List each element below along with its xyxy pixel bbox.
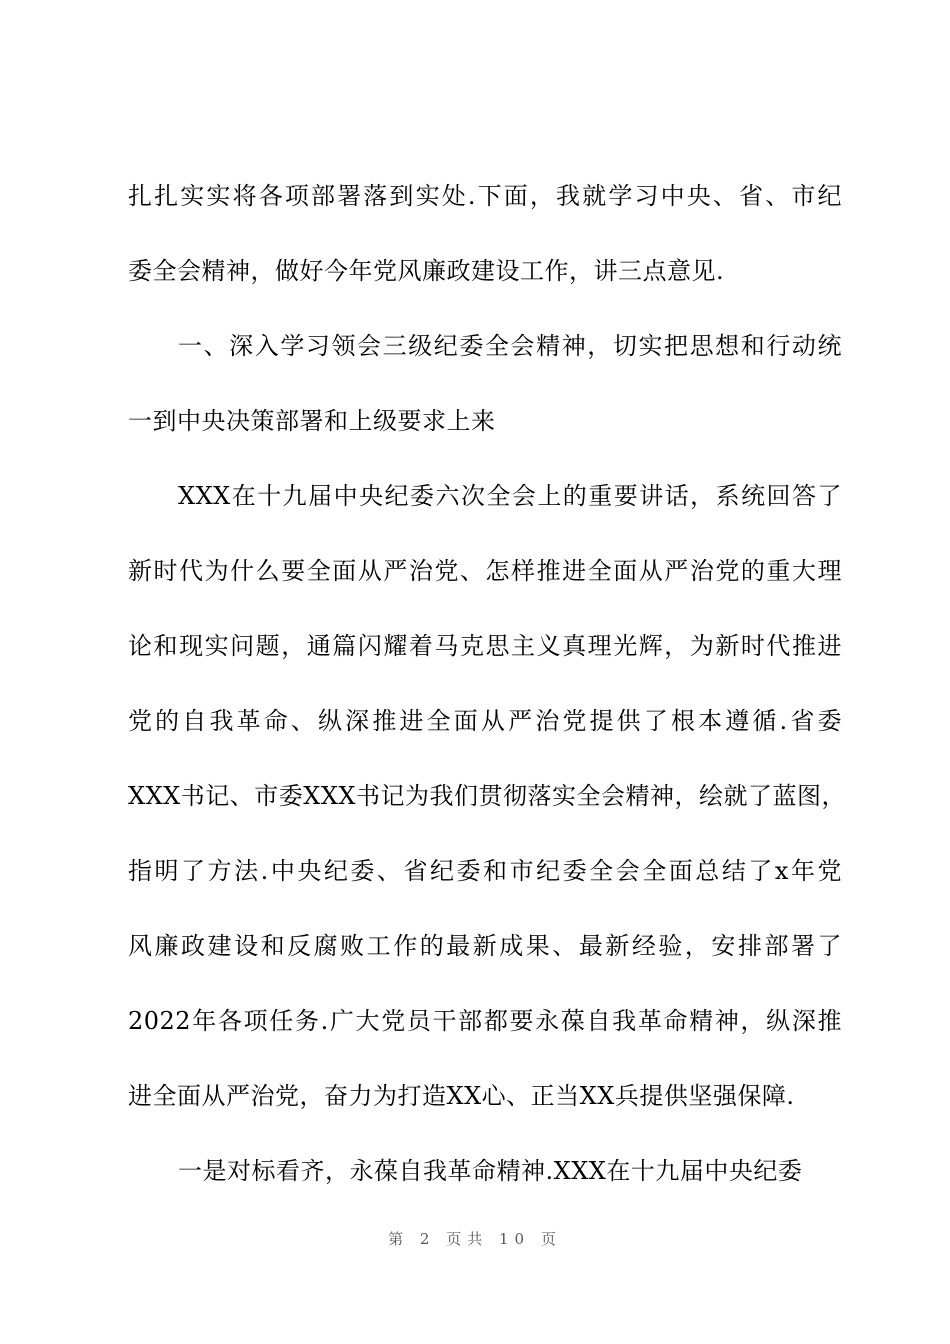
text-line: XXX在十九届中央纪委六次全会上的重要讲话，系统回答了 bbox=[178, 482, 842, 510]
text-line: 党的自我革命、纵深推进全面从严治党提供了根本遵循.省委 bbox=[128, 707, 842, 735]
text-line: 委全会精神，做好今年党风廉政建设工作，讲三点意见. bbox=[128, 257, 725, 285]
page-number-footer: 第 2 页共 10 页 bbox=[388, 1230, 562, 1248]
text-line: XXX书记、市委XXX书记为我们贯彻落实全会精神，绘就了蓝图， bbox=[128, 782, 847, 810]
text-line: 扎扎实实将各项部署落到实处.下面，我就学习中央、省、市纪 bbox=[128, 182, 842, 210]
text-line: 进全面从严治党，奋力为打造XX心、正当XX兵提供坚强保障. bbox=[128, 1082, 795, 1110]
text-line: 指明了方法.中央纪委、省纪委和市纪委全会全面总结了x年党 bbox=[128, 857, 842, 885]
text-line: 一是对标看齐，永葆自我革命精神.XXX在十九届中央纪委 bbox=[178, 1157, 803, 1185]
document-body bbox=[128, 168, 847, 1218]
text-line: 2022年各项任务.广大党员干部都要永葆自我革命精神，纵深推 bbox=[128, 1007, 842, 1035]
text-line: 风廉政建设和反腐败工作的最新成果、最新经验，安排部署了 bbox=[128, 932, 842, 960]
text-line: 新时代为什么要全面从严治党、怎样推进全面从严治党的重大理 bbox=[128, 557, 842, 585]
section-heading-line: 一到中央决策部署和上级要求上来 bbox=[128, 407, 496, 435]
section-heading-line: 一、深入学习领会三级纪委全会精神，切实把思想和行动统 bbox=[178, 332, 842, 360]
text-line: 论和现实问题，通篇闪耀着马克思主义真理光辉，为新时代推进 bbox=[128, 632, 842, 660]
